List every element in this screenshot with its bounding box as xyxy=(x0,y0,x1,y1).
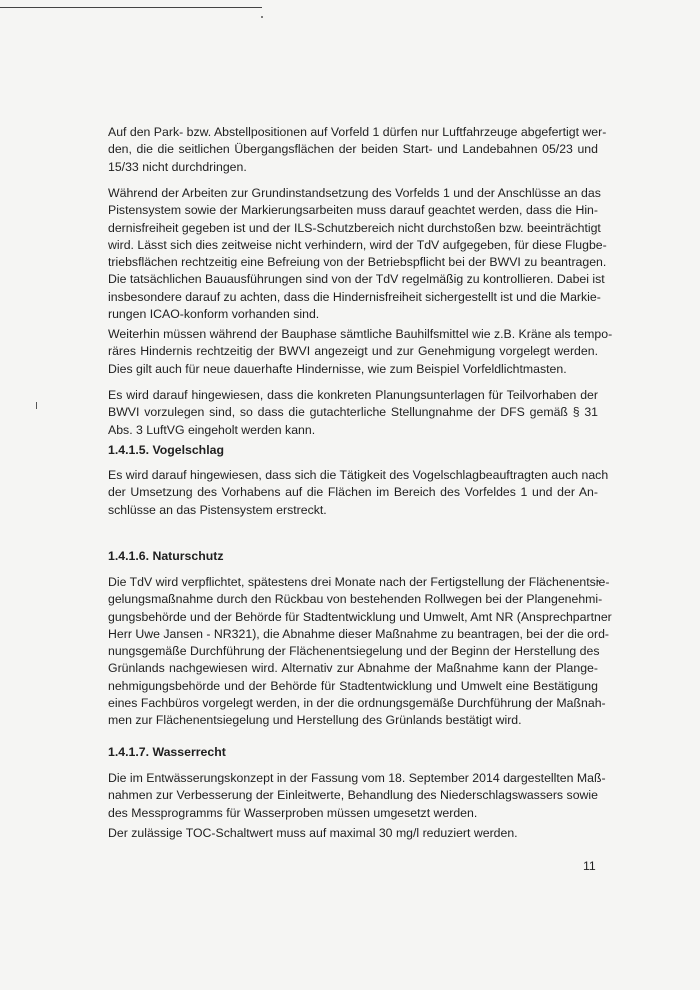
text-line: 15/33 nicht durchdringen. xyxy=(108,159,247,174)
text-line: Es wird darauf hingewiesen, dass sich die Tätigkeit des Vogelschlagbeauftragten auch nach xyxy=(108,468,609,482)
paragraph-planungsunterlagen xyxy=(108,387,598,439)
paragraph-vogelschlag xyxy=(108,467,609,519)
section-heading-vogelschlag: 1.4.1.5. Vogelschlag xyxy=(108,443,224,457)
text-line: dernisfreiheit gegeben ist und der ILS-Schutzbereich nicht durchstoßen bzw. beeinträchtigt xyxy=(108,220,601,235)
text-line: Dies gilt auch für neue dauerhafte Hindernisse, wie zum Beispiel Vorfeldlichtmasten. xyxy=(108,361,567,376)
text-line: schlüsse an das Pistensystem erstreckt. xyxy=(108,502,327,517)
text-line: Weiterhin müssen während der Bauphase sämtliche Bauhilfsmittel wie z.B. Kräne als tempo- xyxy=(108,327,613,341)
text-line: des Messprogramms für Wasserproben müssen umgesetzt werden. xyxy=(108,805,478,820)
paragraph-naturschutz xyxy=(108,574,612,730)
text-line: nahmen zur Verbesserung der Einleitwerte, Behandlung des Niederschlagswassers sowie xyxy=(108,788,598,803)
text-line: Der zulässige TOC-Schaltwert muss auf maximal 30 mg/l reduziert werden. xyxy=(108,826,518,840)
text-line: Auf den Park- bzw. Abstellpositionen auf Vorfeld 1 dürfen nur Luftfahrzeuge abgefertigt wer- xyxy=(108,125,607,139)
scan-speck xyxy=(261,16,263,18)
text-line: Abs. 3 LuftVG eingeholt werden kann. xyxy=(108,422,316,437)
text-line: Pistensystem sowie der Markierungsarbeiten muss darauf geachtet werden, dass die Hin- xyxy=(108,203,598,218)
text-line: Herr Uwe Jansen - NR321), die Abnahme dieser Maßnahme zu beantragen, bei der die ord- xyxy=(108,626,610,641)
text-line: wird. Lässt sich dies zeitweise nicht verhindern, wird der TdV aufgegeben, für diese Flugbe- xyxy=(108,237,607,252)
text-line: Grünlands nachgewiesen wird. Alternativ zur Abnahme der Maßnahme kann der Plange- xyxy=(108,661,598,676)
top-rule xyxy=(0,7,262,8)
paragraph-wasserrecht xyxy=(108,770,606,822)
text-line: gelungsmaßnahme durch den Rückbau von bestehenden Rollwegen bei der Plangenehmi- xyxy=(108,592,603,607)
text-line: Es wird darauf hingewiesen, dass die konkreten Planungsunterlagen für Teilvorhaben der xyxy=(108,388,598,402)
text-line: triebsflächen rechtzeitig eine Befreiung von der Betriebspflicht bei der BWVI zu beantragen. xyxy=(108,255,607,270)
paragraph-vorfeld-abfertigung xyxy=(108,124,607,176)
text-line: Während der Arbeiten zur Grundinstandsetzung des Vorfelds 1 und der Anschlüsse an das xyxy=(108,186,601,200)
paragraph-bauhilfsmittel xyxy=(108,326,613,378)
text-line: der Umsetzung des Vorhabens auf die Flächen im Bereich des Vorfeldes 1 und der An- xyxy=(108,485,598,500)
section-heading-wasserrecht: 1.4.1.7. Wasserrecht xyxy=(108,745,226,759)
text-line: rungen ICAO-konform vorhanden sind. xyxy=(108,307,320,322)
text-line: räres Hindernis rechtzeitig der BWVI angezeigt und zur Genehmigung vorgelegt werden. xyxy=(108,344,598,359)
text-line: gungsbehörde und der Behörde für Stadtentwicklung und Umwelt, Amt NR (Ansprechpartner xyxy=(108,609,612,624)
paragraph-grundinstandsetzung xyxy=(108,185,607,323)
text-line: den, die die seitlichen Übergangsflächen der beiden Start- und Landebahnen 05/23 und xyxy=(108,142,598,157)
paragraph-toc-schaltwert xyxy=(108,825,598,842)
text-line: Die im Entwässerungskonzept in der Fassung vom 18. September 2014 dargestellten Maß- xyxy=(108,771,606,785)
page-number: 11 xyxy=(583,859,596,873)
text-line: nehmigungsbehörde und der Behörde für Stadtentwicklung und Umwelt eine Bestätigung xyxy=(108,678,598,693)
text-line: insbesondere darauf zu achten, dass die Hindernisfreiheit sichergestellt ist und die Markie- xyxy=(108,289,601,304)
text-line: eines Fachbüros vorgelegt werden, in der die ordnungsgemäße Durchführung der Maßnah- xyxy=(108,696,606,711)
text-line: nungsgemäße Durchführung der Flächenentsiegelung und der Beginn der Herstellung des xyxy=(108,644,600,659)
text-line: Die tatsächlichen Bauausführungen sind von der TdV regelmäßig zu kontrollieren. Dabei ist xyxy=(108,272,605,287)
text-line: BWVI vorzulegen sind, so dass die gutachterliche Stellungnahme der DFS gemäß § 31 xyxy=(108,405,598,420)
section-heading-naturschutz: 1.4.1.6. Naturschutz xyxy=(108,549,224,563)
scan-speck xyxy=(36,402,37,409)
text-line: men zur Flächenentsiegelung und Herstellung des Grünlands bestätigt wird. xyxy=(108,713,522,728)
text-line: Die TdV wird verpflichtet, spätestens drei Monate nach der Fertigstellung der Flächenentsie- xyxy=(108,575,610,589)
